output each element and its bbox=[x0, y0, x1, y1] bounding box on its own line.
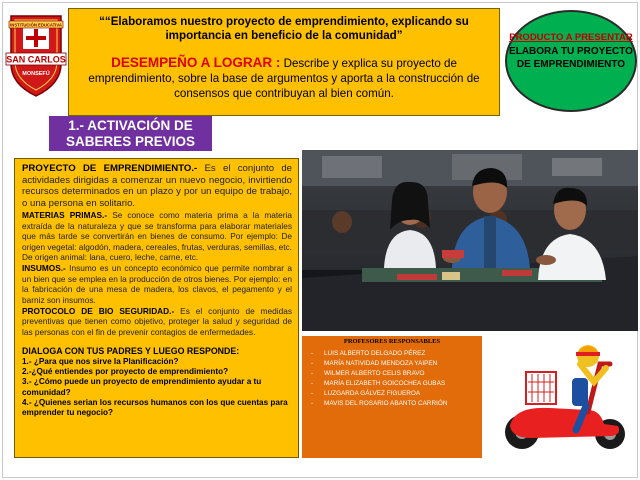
section-title: 1.- ACTIVACIÓN DE SABERES PREVIOS bbox=[49, 116, 212, 151]
question-item: 3.- ¿Cómo puede un proyecto de emprendimiento ayudar a tu comunidad? bbox=[22, 377, 262, 397]
question-item: 2.-¿Qué entiendes por proyecto de emprendimiento? bbox=[22, 366, 229, 376]
definition-text: Es el conjunto de actividades dirigidas a comenzar un nuevo negocio, invirtiendo recursos determinados en un plazo y por un equipo de trabajo, o una persona en solitario. bbox=[22, 163, 292, 209]
product-title: PRODUCTO A PRESENTAR bbox=[509, 32, 633, 43]
questions-title: DIALOGA CON TUS PADRES Y LUEGO RESPONDE: bbox=[22, 346, 240, 357]
definition-emprendimiento bbox=[22, 163, 292, 209]
definition-text: Es el conjunto de medidas preventivas que tienen como objetivo, proteger la salud y seguridad de las personas con el fin de prevenir contagios de enfermedades. bbox=[22, 306, 292, 337]
header-box bbox=[68, 8, 500, 116]
definition-protocolo bbox=[22, 306, 292, 337]
product-body: ELABORA TU PROYECTO DE EMPRENDIMIENTO bbox=[509, 46, 633, 70]
performance-block bbox=[77, 55, 491, 101]
definition-lead: MATERIAS PRIMAS.- bbox=[22, 210, 108, 221]
teacher-name: - LUZGARDA GÁLVEZ FIGUEROA bbox=[324, 390, 478, 398]
logo-banner-text: INSTITUCIÓN EDUCATIVA bbox=[10, 22, 62, 28]
definition-text: Se conoce como materia prima a la materia extraída de la naturaleza y que se transforma para elaborar materiales que más tarde se convertirán en bienes de consumo. Por ejemplo: De origen vegetal: algodón, madera, cereales, frutas, verduras, semillas, etc. De origen animal: lana, cuero, leche, carne, etc. bbox=[22, 210, 292, 262]
logo-place: MONSEFÚ bbox=[22, 71, 50, 77]
teacher-name: - WILMER ALBERTO CELIS BRAVO bbox=[324, 370, 478, 378]
question-item: 1.- ¿Para que nos sirve la Planificación? bbox=[22, 356, 179, 366]
definition-insumos bbox=[22, 263, 292, 305]
logo-school-name: SAN CARLOS bbox=[6, 54, 66, 65]
teachers-panel bbox=[302, 336, 482, 458]
definition-lead: PROYECTO DE EMPRENDIMIENTO.- bbox=[22, 163, 198, 174]
performance-text: Describe y explica su proyecto de emprendimiento, sobre la base de argumentos y aporta a la construcción de consensos que contribuyan al bien común. bbox=[88, 57, 480, 100]
performance-label: DESEMPEÑO A LOGRAR : bbox=[111, 55, 281, 70]
definition-materias-primas bbox=[22, 210, 292, 262]
definition-lead: PROTOCOLO DE BIO SEGURIDAD.- bbox=[22, 306, 175, 317]
question-item: 4.- ¿Quienes serian los recursos humanos con los que cuentas para emprender tu negocio? bbox=[22, 397, 288, 418]
teacher-name: - MARÍA NATIVIDAD MENDOZA YAIPEN bbox=[324, 360, 478, 368]
teacher-name: - MARÍA ELIZABETH GOICOCHEA GUBAS bbox=[324, 380, 478, 388]
teachers-list bbox=[302, 347, 482, 408]
teacher-name: - LUIS ALBERTO DELGADO PÉREZ bbox=[324, 350, 478, 358]
content-box bbox=[14, 158, 299, 458]
header-title: ““Elaboramos nuestro proyecto de emprendimiento, explicando su importancia en beneficio de la comunidad” bbox=[99, 15, 469, 42]
product-badge bbox=[505, 10, 637, 112]
delivery-scooter-icon bbox=[492, 334, 636, 458]
teacher-name: - MAVIS DEL ROSARIO ABANTO CARRIÓN bbox=[324, 400, 478, 408]
definition-text: Insumo es un concepto económico que permite nombrar a un bien que se emplea en la producción de otros bienes. Por ejemplo: en la fabricación de una mesa de madera, los clavos, el pegamento y el barniz son insumos. bbox=[22, 263, 292, 305]
students-photo bbox=[302, 150, 638, 331]
school-shield-icon bbox=[5, 12, 67, 98]
definition-lead: INSUMOS.- bbox=[22, 263, 66, 274]
teachers-title: PROFESORES RESPONSABLES bbox=[343, 338, 441, 345]
